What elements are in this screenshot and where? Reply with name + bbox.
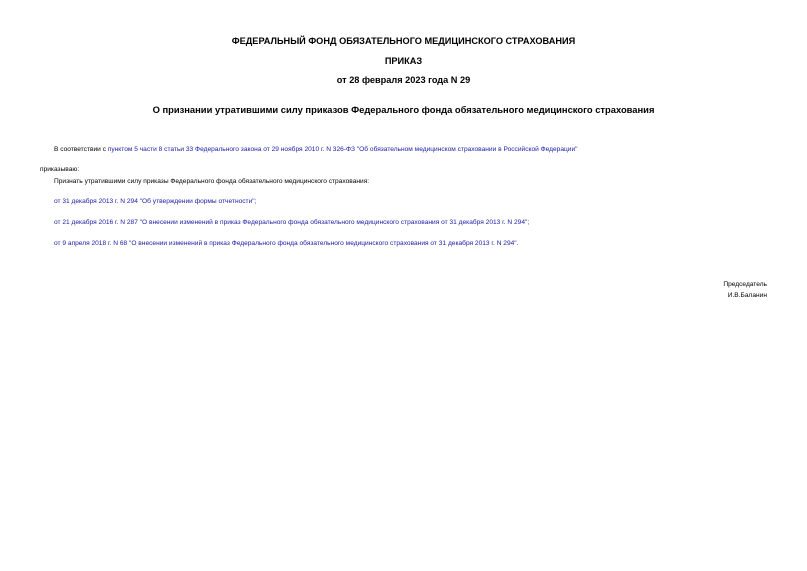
signatory-name: И.В.Баланин [727, 292, 767, 299]
intro-paragraph [54, 146, 578, 154]
revoked-order-link-2[interactable]: от 21 декабря 2016 г. N 287 "О внесении изменений в приказ Федерального фонда обязательного медицинского страхования от 31 декабря 2013 г. N 294"; [54, 219, 530, 226]
document-title: О признании утратившими силу приказов Федерального фонда обязательного медицинского страхования [152, 104, 655, 115]
law-reference-link[interactable]: пунктом 5 части 8 статьи 33 Федерального закона от 29 ноября 2010 г. N 326-ФЗ "Об обязательном медицинском страховании в Российской Федерации" [107, 146, 578, 153]
document-type: ПРИКАЗ [384, 56, 423, 66]
revoked-order-link-3[interactable]: от 9 апреля 2018 г. N 68 "О внесении изменений в приказ Федерального фонда обязательного медицинского страхования от 31 декабря 2013 г. N 294". [54, 240, 519, 247]
organization-heading: ФЕДЕРАЛЬНЫЙ ФОНД ОБЯЗАТЕЛЬНОГО МЕДИЦИНСКОГО СТРАХОВАНИЯ [231, 36, 576, 46]
revoked-order-link-1[interactable]: от 31 декабря 2013 г. N 294 "Об утверждении формы отчетности"; [54, 198, 257, 205]
order-word: приказываю: [40, 166, 80, 173]
recognize-paragraph: Признать утратившими силу приказы Федерального фонда обязательного медицинского страхования: [54, 178, 370, 185]
intro-prefix: В соответствии с [54, 146, 108, 153]
signatory-position: Председатель [723, 281, 767, 288]
document-date-number: от 28 февраля 2023 года N 29 [336, 75, 471, 85]
